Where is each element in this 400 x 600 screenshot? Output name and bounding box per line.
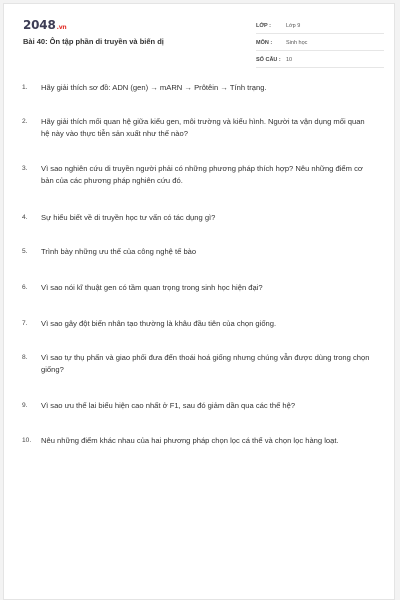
- question-item: [22, 163, 372, 187]
- site-logo[interactable]: [23, 18, 66, 32]
- question-number: 1.: [22, 84, 28, 91]
- question-number: 5.: [22, 248, 28, 255]
- question-text: Hãy giải thích mối quan hệ giữa kiểu gen, môi trường và kiểu hình. Người ta vận dụng mối quan hệ này vào thực tiễn sản xuất như thế nào?: [41, 117, 365, 138]
- question-text: Trình bày những ưu thế của công nghệ tế bào: [41, 247, 197, 256]
- question-number: 6.: [22, 284, 28, 291]
- meta-value: Sinh học: [286, 40, 308, 46]
- question-item: [22, 318, 372, 330]
- logo-suffix-text: .vn: [56, 24, 67, 31]
- question-number: 10.: [22, 437, 32, 444]
- question-text: Sự hiểu biết về di truyền học tư vấn có tác dụng gì?: [41, 213, 216, 222]
- question-number: 9.: [22, 402, 28, 409]
- meta-row-question-count: [256, 53, 384, 68]
- meta-row-class: [256, 19, 384, 34]
- worksheet-page: [3, 3, 395, 600]
- question-number: 8.: [22, 354, 28, 361]
- question-item: [22, 400, 372, 412]
- meta-info: [256, 19, 384, 70]
- question-text: Vì sao nghiên cứu di truyền người phải có những phương pháp thích hợp? Nêu những điểm cơ bản của các phương pháp nghiên cứu đó.: [41, 164, 363, 185]
- question-item: [22, 116, 372, 140]
- question-number: 3.: [22, 165, 28, 172]
- logo-main-text: 2048: [23, 18, 56, 32]
- question-item: [22, 246, 372, 258]
- meta-label: LỚP :: [256, 23, 271, 29]
- question-item: [22, 212, 372, 224]
- question-text: Vì sao gây đột biến nhân tạo thường là khâu đầu tiên của chọn giống.: [41, 319, 277, 328]
- question-item: [22, 82, 372, 94]
- question-text: Hãy giải thích sơ đồ: ADN (gen) → mARN → Prôtêin → Tính trạng.: [41, 83, 267, 92]
- question-text: Vì sao tự thụ phấn và giao phối đưa đến thoái hoá giống nhưng chúng vẫn được dùng trong chọn giống?: [41, 353, 370, 374]
- meta-label: MÔN :: [256, 40, 273, 46]
- question-text: Nêu những điểm khác nhau của hai phương pháp chọn lọc cá thể và chọn lọc hàng loạt.: [41, 436, 339, 445]
- meta-value: Lớp 9: [286, 23, 301, 29]
- question-item: [22, 282, 372, 294]
- question-text: Vì sao nói kĩ thuật gen có tầm quan trọng trong sinh học hiện đại?: [41, 283, 263, 292]
- question-text: Vì sao ưu thế lai biểu hiện cao nhất ở F1, sau đó giảm dần qua các thế hệ?: [41, 401, 296, 410]
- question-item: [22, 435, 372, 447]
- meta-label: SỐ CÂU :: [256, 57, 281, 63]
- question-number: 2.: [22, 118, 28, 125]
- question-number: 7.: [22, 320, 28, 327]
- meta-value: 10: [286, 57, 293, 63]
- question-item: [22, 352, 372, 376]
- lesson-title: Bài 40: Ôn tập phần di truyền và biến dị: [23, 37, 164, 46]
- meta-row-subject: [256, 36, 384, 51]
- question-number: 4.: [22, 214, 28, 221]
